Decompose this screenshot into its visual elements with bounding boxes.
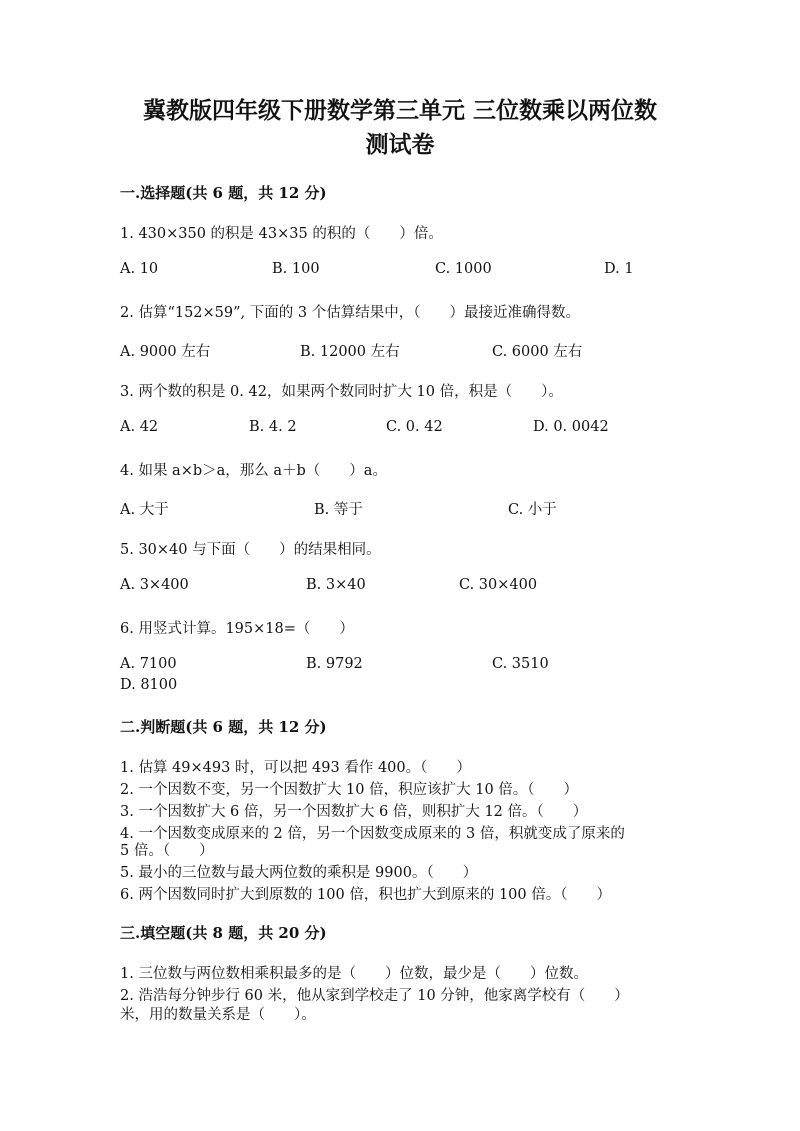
- choice-question-5: 5. 30×40 与下面（ ）的结果相同。: [120, 542, 381, 558]
- choice-1-option-a: A. 10: [120, 261, 159, 277]
- fill-question-1: 1. 三位数与两位数相乘积最多的是（ ）位数，最少是（ ）位数。: [120, 966, 588, 982]
- choice-1-option-b: B. 100: [272, 261, 320, 277]
- choice-6-option-c: C. 3510: [492, 656, 549, 672]
- judge-question-6: 6. 两个因数同时扩大到原数的 100 倍，积也扩大到原来的 100 倍。（ ）: [120, 887, 611, 903]
- section-heading-judge: 二.判断题(共 6 题，共 12 分): [120, 718, 327, 736]
- choice-3-option-b: B. 4. 2: [249, 419, 297, 435]
- judge-question-2: 2. 一个因数不变，另一个因数扩大 10 倍，积应该扩大 10 倍。（ ）: [120, 782, 579, 798]
- choice-5-option-a: A. 3×400: [120, 577, 189, 593]
- judge-question-3: 3. 一个因数扩大 6 倍，另一个因数扩大 6 倍，则积扩大 12 倍。（ ）: [120, 804, 588, 820]
- choice-4-option-a: A. 大于: [120, 502, 169, 518]
- choice-2-option-b: B. 12000 左右: [300, 344, 400, 360]
- choice-question-4: 4. 如果 a×b＞a，那么 a＋b（ ）a。: [120, 463, 387, 479]
- title-line-2: 测试卷: [365, 131, 435, 158]
- judge-question-1: 1. 估算 49×493 时，可以把 493 看作 400。（ ）: [120, 760, 471, 776]
- document-title: [60, 94, 740, 162]
- choice-1-option-d: D. 1: [604, 261, 634, 277]
- judge-question-4: 4. 一个因数变成原来的 2 倍，另一个因数变成原来的 3 倍，积就变成了原来的: [120, 826, 625, 842]
- choice-1-option-c: C. 1000: [435, 261, 492, 277]
- choice-question-1: 1. 430×350 的积是 43×35 的积的（ ）倍。: [120, 226, 443, 242]
- choice-6-option-a: A. 7100: [120, 656, 177, 672]
- choice-3-option-a: A. 42: [120, 419, 159, 435]
- choice-3-option-d: D. 0. 0042: [533, 419, 609, 435]
- fill-question-2-cont: 米，用的数量关系是（ ）。: [120, 1007, 316, 1023]
- choice-question-6: 6. 用竖式计算。195×18=（ ）: [120, 621, 354, 637]
- choice-6-option-b: B. 9792: [306, 656, 363, 672]
- title-line-1: 冀教版四年级下册数学第三单元 三位数乘以两位数: [142, 97, 657, 124]
- judge-question-5: 5. 最小的三位数与最大两位数的乘积是 9900。（ ）: [120, 865, 478, 881]
- choice-question-3: 3. 两个数的积是 0. 42，如果两个数同时扩大 10 倍，积是（ ）。: [120, 384, 563, 400]
- judge-question-4-cont: 5 倍。（ ）: [120, 843, 214, 859]
- choice-6-option-d: D. 8100: [120, 677, 178, 693]
- choice-5-option-c: C. 30×400: [459, 577, 538, 593]
- choice-2-option-c: C. 6000 左右: [492, 344, 583, 360]
- choice-3-option-c: C. 0. 42: [386, 419, 443, 435]
- choice-4-option-c: C. 小于: [508, 502, 557, 518]
- choice-5-option-b: B. 3×40: [306, 577, 366, 593]
- section-heading-choice: 一.选择题(共 6 题，共 12 分): [120, 184, 327, 202]
- section-heading-fill: 三.填空题(共 8 题，共 20 分): [120, 924, 327, 942]
- choice-4-option-b: B. 等于: [314, 502, 363, 518]
- fill-question-2: 2. 浩浩每分钟步行 60 米，他从家到学校走了 10 分钟，他家离学校有（ ）: [120, 988, 629, 1004]
- choice-2-option-a: A. 9000 左右: [120, 344, 211, 360]
- choice-question-2: 2. 估算“152×59”, 下面的 3 个估算结果中，（ ）最接近准确得数。: [120, 305, 580, 321]
